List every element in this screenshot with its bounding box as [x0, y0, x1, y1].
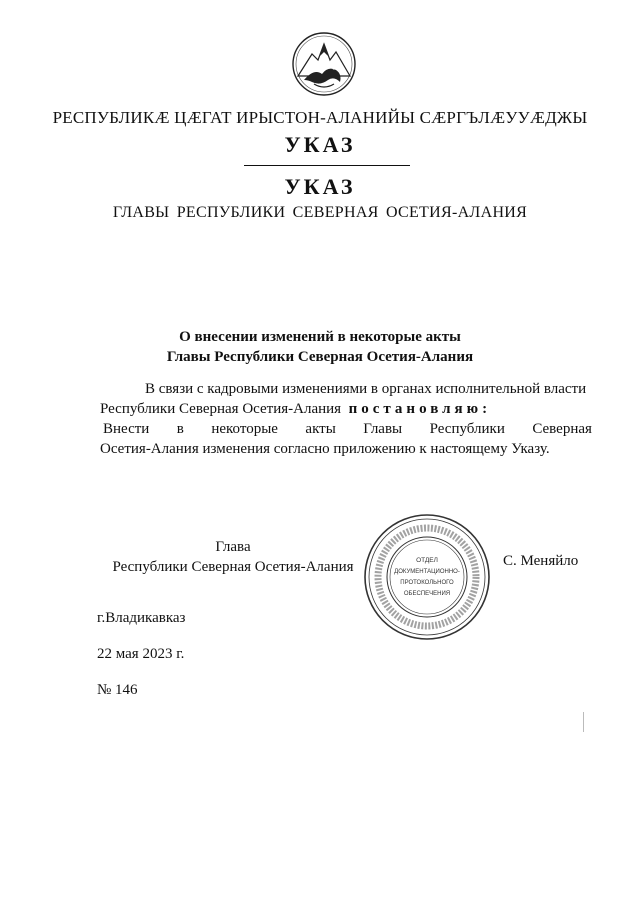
operative-line2: Осетия-Алания изменения согласно приложению к настоящему Указу.	[100, 441, 550, 457]
word: Северная	[532, 421, 592, 437]
preamble-line1: В связи с кадровыми изменениями в органах исполнительной власти	[145, 381, 587, 397]
scan-mark	[583, 712, 584, 732]
postanovlyayu-keyword: постановляю:	[348, 401, 492, 417]
word: Главы	[363, 421, 403, 437]
word: акты	[305, 421, 336, 437]
issue-place: г.Владикавказ	[97, 610, 186, 626]
stamp-inner-line4: ОБЕСПЕЧЕНИЯ	[403, 591, 451, 597]
operative-line1	[100, 419, 592, 439]
header-divider	[244, 165, 410, 166]
word: Внести	[103, 421, 150, 437]
signatory-position-line2: Республики Северная Осетия-Алания	[112, 559, 354, 575]
signatory-name: С. Меняйло	[503, 553, 579, 569]
preamble-paragraph	[100, 379, 592, 419]
stamp-inner-line1: ОТДЕЛ	[416, 557, 438, 564]
decree-number: № 146	[97, 682, 138, 698]
coat-of-arms-icon	[290, 30, 358, 98]
issue-date: 22 мая 2023 г.	[97, 646, 185, 662]
operative-paragraph	[100, 419, 592, 459]
republic-name-ossetian: РЕСПУБЛИКӔ ЦӔГАТ ИРЫСТОН-АЛАНИЙЫ СӔРГЪЛӔУУӔДЖЫ	[52, 108, 588, 127]
decree-title	[0, 327, 640, 367]
preamble-line2: Республики Северная Осетия-Алания	[100, 401, 342, 417]
stamp-inner-line3: ПРОТОКОЛЬНОГО	[400, 580, 454, 586]
decree-heading-ossetian: УКАЗ	[284, 132, 356, 157]
signatory-position	[108, 537, 358, 577]
word: в	[176, 421, 184, 437]
official-seal-stamp	[362, 512, 492, 642]
stamp-inner-line2: ДОКУМЕНТАЦИОННО-	[394, 569, 460, 575]
decree-heading-russian: УКАЗ	[284, 174, 356, 199]
word: некоторые	[211, 421, 278, 437]
decree-title-line1: О внесении изменений в некоторые акты	[179, 329, 461, 345]
word: Республики	[429, 421, 505, 437]
decree-title-line2: Главы Республики Северная Осетия-Алания	[166, 349, 474, 365]
signatory-position-line1: Глава	[215, 539, 251, 555]
head-of-republic-title: ГЛАВЫ РЕСПУБЛИКИ СЕВЕРНАЯ ОСЕТИЯ-АЛАНИЯ	[112, 204, 528, 221]
